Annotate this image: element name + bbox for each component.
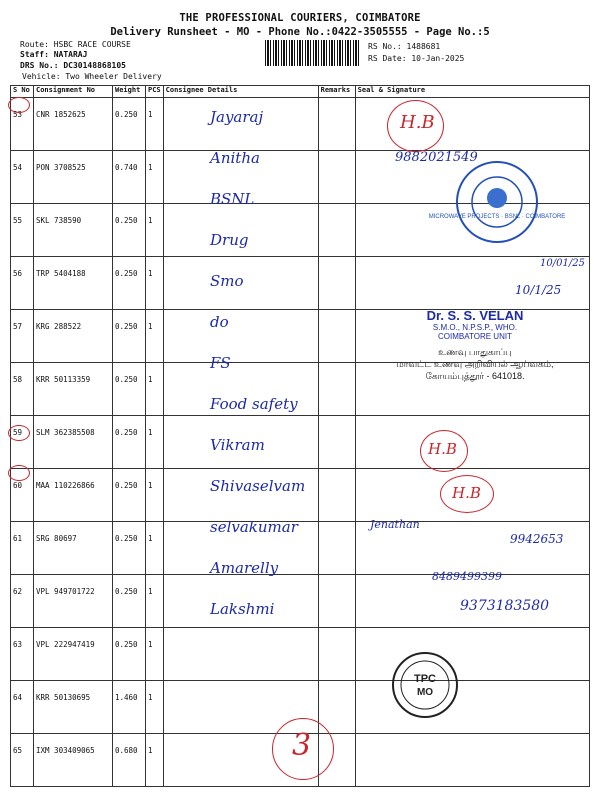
cell-remarks	[318, 522, 355, 575]
cell-weight: 0.250	[113, 98, 146, 151]
consignee-handwritten-name: Amarelly	[210, 559, 279, 577]
consignee-handwritten-name: Anitha	[210, 149, 260, 167]
cell-pcs: 1	[146, 469, 164, 522]
seal-name: Dr. S. S. VELAN	[426, 308, 524, 323]
cell-remarks	[318, 151, 355, 204]
cell-consignee	[163, 628, 318, 681]
cell-consignment: SRG 80697	[34, 522, 113, 575]
consignee-handwritten-name: Food safety	[210, 395, 298, 413]
cell-pcs: 1	[146, 310, 164, 363]
cell-consignment: VPL 222947419	[34, 628, 113, 681]
cell-consignment: CNR 1852625	[34, 98, 113, 151]
cell-sno: 63	[11, 628, 34, 681]
signature-phone: 9373183580	[460, 598, 550, 614]
cell-remarks	[318, 363, 355, 416]
cell-consignment: PON 3708525	[34, 151, 113, 204]
consignee-handwritten-name: Jayaraj	[210, 108, 264, 126]
cell-consignment: IXM 303409065	[34, 734, 113, 787]
cell-weight: 0.250	[113, 204, 146, 257]
cell-sno: 58	[11, 363, 34, 416]
cell-remarks	[318, 575, 355, 628]
cell-remarks	[318, 469, 355, 522]
col-signature: Seal & Signature	[355, 86, 589, 98]
cell-sno: 54	[11, 151, 34, 204]
cell-remarks	[318, 310, 355, 363]
tpc-stamp-bottom: MO	[416, 687, 434, 698]
cell-pcs: 1	[146, 151, 164, 204]
cell-sno: 56	[11, 257, 34, 310]
col-remarks: Remarks	[318, 86, 355, 98]
consignee-handwritten-name: Vikram	[210, 436, 265, 454]
cell-sno: 62	[11, 575, 34, 628]
table-row	[11, 416, 590, 469]
cell-consignment: KRR 50130695	[34, 681, 113, 734]
table-header-row	[11, 86, 590, 98]
barcode	[265, 40, 360, 66]
cell-pcs: 1	[146, 204, 164, 257]
consignee-handwritten-name: Shivaselvam	[210, 477, 306, 495]
cell-weight: 0.250	[113, 469, 146, 522]
signature-name: Jenathan	[370, 518, 420, 531]
cell-sno: 53	[11, 98, 34, 151]
runsheet-subtitle: Delivery Runsheet - MO - Phone No.:0422-3505555 - Page No.:5	[110, 26, 490, 38]
cell-consignment: SLM 362385508	[34, 416, 113, 469]
cell-sno: 64	[11, 681, 34, 734]
cell-pcs: 1	[146, 257, 164, 310]
consignee-handwritten-name: FS	[210, 354, 231, 372]
cell-weight: 0.250	[113, 575, 146, 628]
signature-date: 10/1/25	[515, 283, 562, 297]
cell-sno: 57	[11, 310, 34, 363]
cell-remarks	[318, 416, 355, 469]
col-consignment: Consignment No	[34, 86, 113, 98]
cell-weight: 1.460	[113, 681, 146, 734]
consignee-handwritten-name: Drug	[210, 231, 249, 249]
cell-pcs: 1	[146, 681, 164, 734]
table-row	[11, 522, 590, 575]
cell-sno: 65	[11, 734, 34, 787]
cell-remarks	[318, 98, 355, 151]
company-name: THE PROFESSIONAL COURIERS, COIMBATORE	[179, 12, 421, 24]
cell-weight: 0.250	[113, 363, 146, 416]
consignee-handwritten-name: Lakshmi	[210, 600, 275, 618]
row-circle-mark	[8, 465, 30, 481]
cell-pcs: 1	[146, 416, 164, 469]
cell-weight: 0.250	[113, 522, 146, 575]
cell-sno: 60	[11, 469, 34, 522]
table-row	[11, 257, 590, 310]
signature-phone: 8489499399	[432, 570, 502, 583]
route-label: Route: HSBC RACE COURSE	[20, 40, 131, 49]
seal-title: S.M.O., N.P.S.P., WHO.	[432, 323, 518, 332]
cell-consignment: SKL 738590	[34, 204, 113, 257]
cell-remarks	[318, 628, 355, 681]
consignee-handwritten-name: BSNL	[210, 190, 255, 208]
table-row	[11, 628, 590, 681]
col-consignee: Consignee Details	[163, 86, 318, 98]
cell-weight: 0.250	[113, 628, 146, 681]
tpc-round-stamp	[390, 650, 460, 720]
cell-pcs: 1	[146, 98, 164, 151]
cell-remarks	[318, 257, 355, 310]
vehicle-label: Vehicle: Two Wheeler Delivery	[22, 72, 162, 81]
col-pcs: PCS	[146, 86, 164, 98]
cell-pcs: 1	[146, 734, 164, 787]
cell-pcs: 1	[146, 522, 164, 575]
page-mark-number: 3	[292, 728, 312, 763]
cell-signature	[355, 734, 589, 787]
hb-initials: H.B	[428, 440, 457, 458]
cell-sno: 55	[11, 204, 34, 257]
row-circle-mark	[8, 97, 30, 113]
cell-weight: 0.250	[113, 416, 146, 469]
signature-date: 10/01/25	[540, 258, 585, 269]
consignee-handwritten-name: Smo	[210, 272, 244, 290]
table-row	[11, 98, 590, 151]
rs-number: RS No.: 1488681	[368, 42, 441, 51]
stamp-text: MICROWAVE PROJECTS · BSNL · COIMBATORE	[428, 214, 566, 220]
seal-tamil-3: கோயம்புத்தூர் - 641018.	[425, 371, 525, 381]
cell-weight: 0.250	[113, 257, 146, 310]
row-circle-mark	[8, 425, 30, 441]
cell-consignment: KRR 50113359	[34, 363, 113, 416]
doctor-seal	[375, 308, 575, 383]
cell-consignment: MAA 110226866	[34, 469, 113, 522]
consignee-handwritten-name: selvakumar	[210, 518, 298, 536]
cell-signature	[355, 416, 589, 469]
seal-tamil-2: மாவட்ட உணவு அறிவியல் ஆய்வகம்,	[396, 359, 554, 369]
staff-label: Staff: NATARAJ	[20, 50, 88, 59]
seal-city: COIMBATORE UNIT	[438, 332, 512, 341]
cell-consignment: TRP 5404188	[34, 257, 113, 310]
cell-consignee	[163, 310, 318, 363]
bsnl-round-stamp	[428, 160, 566, 245]
cell-weight: 0.740	[113, 151, 146, 204]
cell-pcs: 1	[146, 575, 164, 628]
cell-consignment: VPL 949701722	[34, 575, 113, 628]
cell-pcs: 1	[146, 363, 164, 416]
consignee-handwritten-name: do	[210, 313, 229, 331]
cell-consignment: KRG 288522	[34, 310, 113, 363]
col-weight: Weight	[113, 86, 146, 98]
cell-weight: 0.680	[113, 734, 146, 787]
cell-sno: 61	[11, 522, 34, 575]
hb-initials: H.B	[452, 484, 481, 502]
seal-tamil-1: உணவு பாதுகாப்பு	[438, 347, 512, 357]
col-sno: S No	[11, 86, 34, 98]
hb-initials: H.B	[400, 112, 435, 133]
cell-sno: 59	[11, 416, 34, 469]
cell-pcs: 1	[146, 628, 164, 681]
signature-phone: 9942653	[510, 532, 564, 546]
drs-number: DRS No.: DC30148868105	[20, 61, 126, 70]
tpc-stamp-top: TPC	[414, 673, 436, 685]
cell-weight: 0.250	[113, 310, 146, 363]
rs-date: RS Date: 10-Jan-2025	[368, 54, 465, 63]
signature-phone: 9882021549	[395, 150, 478, 165]
cell-remarks	[318, 204, 355, 257]
